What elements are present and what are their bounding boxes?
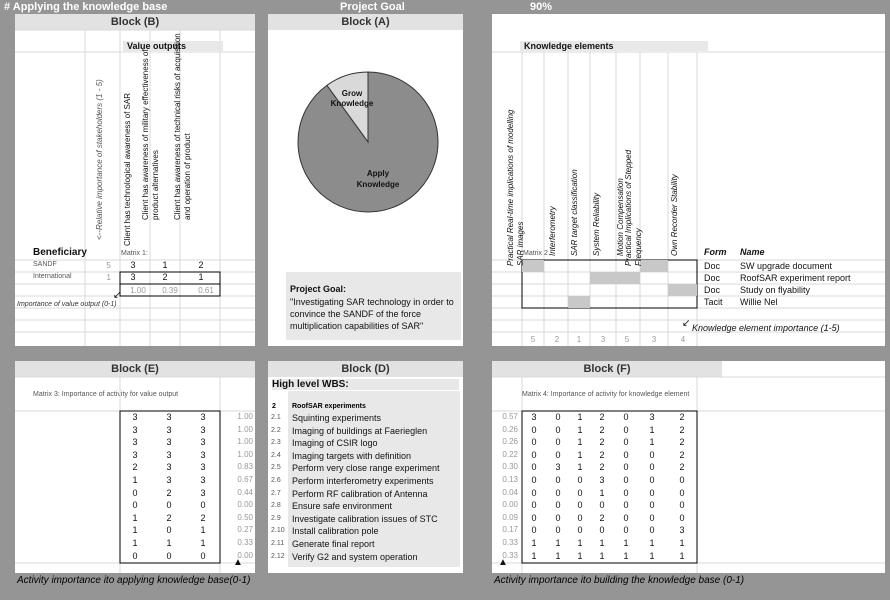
matrix-4-cell: 1	[599, 550, 605, 561]
matrix-4-cell: 1	[577, 437, 583, 448]
value-output-importance: 0.61	[198, 286, 214, 295]
matrix-4-cell: 1	[531, 538, 537, 548]
matrix-4-cell: 0	[679, 512, 685, 523]
matrix-4-cell: 1	[577, 449, 583, 460]
matrix-4-cell: 0	[679, 475, 685, 485]
matrix-4-cell: 0	[649, 487, 655, 498]
matrix-4-cell: 0	[555, 412, 561, 422]
matrix-4-cell: 3	[555, 462, 561, 473]
beneficiary-label: Beneficiary	[33, 247, 87, 258]
matrix-4-cell: 3	[531, 412, 537, 422]
wbs-item-text: Imaging targets with definition	[292, 450, 412, 461]
knowledge-importance: 5	[530, 335, 536, 344]
block-d-title: Block (D)	[268, 361, 463, 377]
wbs-item-text: Ensure safe environment	[292, 501, 393, 512]
wbs-item-text: Imaging of CSIR logo	[292, 438, 378, 449]
matrix-4-cell: 1	[599, 487, 605, 498]
matrix-4-cell: 1	[649, 550, 655, 561]
knowledge-importance: 2	[554, 335, 560, 344]
matrix-4-cell: 0	[577, 525, 583, 536]
knowledge-importance: 3	[651, 335, 657, 344]
knowledge-elements-panel	[492, 14, 885, 346]
knowledge-col-4: System Reliability	[592, 192, 601, 256]
wbs-item-number: 2.4	[271, 451, 281, 459]
activity-build-importance: 0.33	[502, 550, 518, 560]
knowledge-importance: 3	[600, 335, 606, 344]
matrix-4-cell: 0	[531, 475, 537, 485]
wbs-section-no: 2	[272, 403, 276, 410]
matrix-4-cell: 0	[623, 487, 629, 498]
matrix-3-cell: 2	[132, 462, 138, 473]
knowledge-name: RoofSAR experiment report	[740, 273, 851, 283]
beneficiary-sandf: SANDF	[33, 261, 57, 268]
wbs-item-number: 2.8	[271, 502, 281, 510]
activity-build-importance: 0.57	[502, 412, 518, 421]
matrix-4-cell: 0	[649, 449, 655, 460]
matrix-4-cell: 1	[577, 424, 583, 435]
knowledge-name: Study on flyability	[740, 285, 811, 295]
matrix-4-cell: 0	[599, 525, 605, 536]
matrix-4-cell: 0	[531, 500, 537, 511]
matrix-4-cell: 0	[623, 449, 629, 460]
block-a-panel	[268, 14, 463, 346]
wbs-item-number: 2.9	[271, 514, 281, 522]
wbs-item-text: Investigate calibration issues of STC	[292, 513, 438, 524]
matrix-4-cell: 0	[623, 512, 629, 523]
activity-build-importance: 0.04	[502, 487, 518, 497]
matrix-4-cell: 0	[555, 437, 561, 448]
matrix-2-filled-cell	[590, 272, 640, 284]
knowledge-col-7: Own Recorder Stability	[670, 174, 679, 256]
activity-apply-importance: 1.00	[237, 412, 253, 421]
matrix-2-filled-cell	[668, 284, 697, 296]
matrix-4-cell: 1	[649, 538, 655, 548]
matrix-4-cell: 0	[599, 500, 605, 511]
wbs-item-number: 2.11	[271, 540, 285, 547]
matrix-3-cell: 1	[132, 525, 138, 536]
matrix-4-cell: 0	[531, 437, 537, 448]
matrix-1-label: Matrix 1:	[121, 250, 148, 257]
arrow-icon: ↙	[682, 318, 691, 329]
matrix-4-cell: 0	[577, 475, 583, 485]
value-output-importance: 0.39	[162, 286, 178, 295]
value-outputs-label: Value outputs	[123, 41, 223, 51]
matrix-4-cell: 0	[649, 462, 655, 473]
knowledge-form: Doc	[704, 261, 721, 271]
matrix-4-cell: 1	[623, 538, 629, 548]
matrix-2-label: Matrix 2	[523, 250, 548, 257]
matrix-3-cell: 3	[200, 487, 206, 498]
matrix-4-cell: 1	[555, 550, 561, 561]
activity-build-importance: 0.00	[502, 500, 518, 510]
wbs-item-text: Verify G2 and system operation	[292, 551, 418, 562]
stakeholder-axis-label: <--Relative importance of stakeholders (1 - 5)	[95, 79, 104, 240]
matrix-3-cell: 2	[166, 487, 172, 498]
project-goal-header: Project Goal	[340, 1, 405, 13]
matrix-3-label: Matrix 3: Importance of activity for value output	[33, 391, 179, 398]
value-output-col-3: Client has awareness of technical risks of acquisition and operation of product	[173, 33, 192, 220]
matrix-4-cell: 0	[623, 525, 629, 536]
matrix-3-cell: 0	[200, 500, 206, 511]
wbs-item-number: 2.3	[271, 439, 281, 447]
matrix-4-cell: 0	[649, 525, 655, 536]
block-a-title: Block (A)	[268, 14, 463, 30]
arrow-icon: ▲	[498, 557, 508, 568]
matrix-2-filled-cell	[568, 296, 590, 308]
matrix-4-cell: 0	[531, 525, 537, 536]
name-header: Name	[740, 247, 765, 257]
matrix-4-cell: 3	[679, 525, 685, 536]
knowledge-importance: 5	[624, 335, 630, 344]
matrix-3-cell: 3	[132, 437, 138, 448]
matrix-4-cell: 2	[599, 424, 605, 435]
matrix-3-cell: 3	[200, 437, 206, 448]
matrix-4-cell: 3	[649, 412, 655, 422]
wbs-item-number: 2.5	[271, 464, 281, 472]
matrix-4-cell: 1	[577, 538, 583, 548]
matrix-4-cell: 2	[679, 462, 685, 473]
wbs-item-number: 2.6	[271, 477, 281, 484]
activity-build-importance: 0.33	[502, 538, 518, 547]
matrix-4-cell: 0	[649, 475, 655, 485]
knowledge-name: Willie Nel	[740, 297, 778, 307]
matrix-3-cell: 3	[166, 437, 172, 448]
matrix-4-cell: 0	[531, 512, 537, 523]
activity-build-importance: 0.13	[502, 475, 518, 484]
wbs-item-text: Perform RF calibration of Antenna	[292, 488, 428, 499]
matrix-3-cell: 0	[200, 550, 206, 561]
beneficiary-sandf-weight: 5	[106, 261, 111, 270]
matrix-1-cell: 3	[130, 272, 136, 282]
matrix-4-cell: 2	[679, 424, 685, 435]
matrix-3-cell: 0	[166, 500, 172, 511]
block-d-panel	[268, 361, 463, 573]
matrix-4-label: Matrix 4: Importance of activity for knowledge element	[522, 391, 690, 398]
goal-pie-chart	[268, 14, 463, 264]
matrix-4-cell: 1	[623, 550, 629, 561]
knowledge-name: SW upgrade document	[740, 261, 833, 271]
matrix-3-cell: 3	[200, 462, 206, 473]
matrix-3-cell: 3	[200, 449, 206, 460]
activity-apply-importance: 0.83	[237, 462, 253, 472]
beneficiary-international: International	[33, 273, 72, 280]
activity-apply-importance: 0.50	[237, 512, 253, 522]
matrix-4-cell: 1	[599, 538, 605, 548]
sheet-title: # Applying the knowledge base	[4, 1, 168, 13]
value-output-col-2: Client has awareness of military effectiveness of product alternatives	[141, 49, 160, 220]
matrix-3-cell: 0	[132, 550, 138, 561]
matrix-4-cell: 2	[599, 512, 605, 523]
value-output-importance: 1.00	[130, 286, 146, 295]
activity-importance-build-label: Activity importance ito building the knowledge base (0-1)	[494, 575, 745, 586]
matrix-3-cell: 0	[166, 550, 172, 561]
goal-text: "Investigating SAR technology in order to convince the SANDF of the force multiplication capabilities of SAR"	[290, 297, 454, 331]
activity-apply-importance: 0.33	[237, 538, 253, 547]
activity-apply-importance: 1.00	[237, 437, 253, 447]
matrix-3-cell: 3	[132, 412, 138, 422]
matrix-4-cell: 3	[599, 475, 605, 485]
knowledge-col-5: Motion Compensation	[616, 178, 625, 256]
matrix-4-cell: 0	[531, 449, 537, 460]
value-output-col-1: Client has technological awareness of SAR	[123, 93, 132, 246]
matrix-4-cell: 1	[577, 412, 583, 422]
activity-apply-importance: 1.00	[237, 424, 253, 434]
activity-build-importance: 0.22	[502, 449, 518, 459]
wbs-item-number: 2.2	[271, 426, 281, 434]
matrix-3-cell: 3	[132, 424, 138, 435]
matrix-4-cell: 0	[531, 462, 537, 473]
form-header: Form	[704, 247, 727, 257]
activity-apply-importance: 0.44	[237, 487, 253, 497]
matrix-4-cell: 1	[649, 424, 655, 435]
knowledge-importance-label: Knowledge element importance (1-5)	[692, 323, 840, 333]
matrix-4-cell: 2	[679, 412, 685, 422]
matrix-3-cell: 0	[132, 500, 138, 511]
matrix-3-cell: 3	[166, 475, 172, 485]
knowledge-form: Doc	[704, 285, 721, 295]
value-output-importance-label: Importance of value output (0-1)	[17, 301, 117, 308]
block-b-panel	[15, 14, 255, 346]
goal-box	[286, 272, 461, 340]
pie-label-grow: Grow Knowledge	[330, 89, 374, 108]
matrix-4-cell: 1	[531, 550, 537, 561]
matrix-3-cell: 3	[166, 449, 172, 460]
matrix-4-cell: 1	[577, 550, 583, 561]
matrix-4-cell: 1	[555, 538, 561, 548]
knowledge-form: Tacit	[704, 297, 723, 307]
wbs-item-text: Squinting experiments	[292, 413, 382, 423]
matrix-3-cell: 3	[200, 475, 206, 485]
wbs-item-number: 2.1	[271, 414, 281, 421]
activity-apply-importance: 0.27	[237, 525, 253, 535]
matrix-3-cell: 1	[132, 512, 138, 523]
arrow-icon: ↙	[113, 290, 122, 301]
activity-build-importance: 0.30	[502, 462, 518, 472]
activity-apply-importance: 1.00	[237, 449, 253, 459]
activity-importance-apply-label: Activity importance ito applying knowledge base(0-1)	[17, 575, 251, 586]
matrix-4-cell: 0	[577, 487, 583, 498]
wbs-section-name: RoofSAR experiments	[292, 403, 366, 410]
wbs-item-text: Imaging of buildings at Faerieglen	[292, 425, 428, 436]
wbs-item-number: 2.10	[271, 527, 285, 535]
matrix-1-cell: 1	[162, 260, 168, 270]
matrix-3-cell: 3	[200, 412, 206, 422]
knowledge-grid	[492, 14, 885, 346]
matrix-1-cell: 2	[198, 260, 204, 270]
knowledge-col-1: Practical Real-time implications of modelling SAR images	[506, 109, 525, 266]
block-e-title: Block (E)	[15, 361, 255, 377]
matrix-4-cell: 0	[623, 424, 629, 435]
matrix-3-cell: 1	[200, 525, 206, 536]
matrix-4-cell: 0	[679, 500, 685, 511]
activity-build-importance: 0.26	[502, 424, 518, 434]
matrix-1-cell: 1	[198, 272, 204, 282]
matrix-4-cell: 2	[679, 437, 685, 448]
block-b-grid	[15, 14, 255, 346]
block-f-title: Block (F)	[492, 361, 722, 377]
wbs-item-text: Generate final report	[292, 539, 375, 549]
matrix-4-cell: 0	[555, 500, 561, 511]
matrix-3-cell: 2	[200, 512, 206, 523]
wbs-item-text: Perform interferometry experiments	[292, 476, 434, 486]
matrix-3-cell: 3	[200, 424, 206, 435]
beneficiary-international-weight: 1	[106, 273, 111, 282]
matrix-4-cell: 0	[555, 525, 561, 536]
activity-build-importance: 0.17	[502, 525, 518, 535]
matrix-3-cell: 3	[132, 449, 138, 460]
wbs-item-text: Install calibration pole	[292, 526, 379, 537]
block-e-panel	[15, 361, 255, 573]
matrix-4-cell: 1	[649, 437, 655, 448]
matrix-4-cell: 2	[679, 449, 685, 460]
matrix-4-cell: 0	[555, 512, 561, 523]
matrix-4-cell: 2	[599, 412, 605, 422]
matrix-4-cell: 0	[679, 487, 685, 498]
matrix-3-cell: 0	[166, 525, 172, 536]
matrix-1-cell: 3	[130, 260, 136, 270]
matrix-3-cell: 1	[200, 538, 206, 548]
wbs-item-number: 2.12	[271, 552, 285, 560]
matrix-4-cell: 0	[555, 487, 561, 498]
matrix-3-cell: 3	[166, 424, 172, 435]
activity-apply-importance: 0.00	[237, 550, 253, 560]
matrix-3-cell: 1	[166, 538, 172, 548]
knowledge-form: Doc	[704, 273, 721, 283]
arrow-icon: ▲	[233, 557, 243, 568]
matrix-1-cell: 2	[162, 272, 168, 282]
wbs-label: High level WBS:	[272, 379, 459, 390]
matrix-3-cell: 3	[166, 462, 172, 473]
percentage-header: 90%	[530, 1, 553, 13]
pie-label-apply: Apply Knowledge	[356, 169, 400, 189]
matrix-4-cell: 0	[531, 424, 537, 435]
matrix-3-cell: 1	[132, 538, 138, 548]
matrix-4-cell: 2	[599, 449, 605, 460]
matrix-3-cell: 1	[132, 475, 138, 485]
matrix-4-cell: 2	[599, 437, 605, 448]
block-f-panel	[492, 361, 885, 573]
activity-build-importance: 0.26	[502, 437, 518, 447]
knowledge-col-2: Interferometry	[548, 206, 557, 256]
matrix-4-cell: 0	[577, 512, 583, 523]
matrix-4-cell: 0	[623, 475, 629, 485]
wbs-item-number: 2.7	[271, 489, 281, 497]
matrix-4-cell: 1	[679, 550, 685, 561]
matrix-4-cell: 0	[623, 412, 629, 422]
matrix-4-cell: 0	[577, 500, 583, 511]
knowledge-col-6: Practical Implications of Stepped Frequency	[624, 149, 643, 266]
matrix-4-cell: 0	[555, 475, 561, 485]
matrix-4-cell: 2	[599, 462, 605, 473]
block-b-title: Block (B)	[15, 14, 255, 30]
knowledge-col-3: SAR target classification	[570, 169, 579, 256]
wbs-item-text: Perform very close range experiment	[292, 463, 440, 474]
matrix-4-cell: 0	[623, 500, 629, 511]
matrix-4-cell: 1	[679, 538, 685, 548]
goal-label: Project Goal:	[290, 284, 347, 294]
matrix-4-cell: 0	[531, 487, 537, 498]
knowledge-importance: 1	[576, 335, 582, 344]
activity-apply-importance: 0.00	[237, 500, 253, 510]
matrix-4-cell: 0	[649, 512, 655, 523]
matrix-4-cell: 0	[555, 449, 561, 460]
knowledge-elements-title: Knowledge elements	[520, 41, 708, 51]
matrix-3-cell: 2	[166, 512, 172, 523]
activity-build-importance: 0.09	[502, 512, 518, 522]
matrix-3-cell: 0	[132, 487, 138, 498]
matrix-2-filled-cell	[640, 260, 668, 272]
knowledge-importance: 4	[680, 335, 686, 344]
matrix-4-cell: 0	[649, 500, 655, 511]
matrix-4-cell: 0	[555, 424, 561, 435]
matrix-3-cell: 3	[166, 412, 172, 422]
matrix-4-cell: 0	[623, 437, 629, 448]
matrix-4-cell: 0	[623, 462, 629, 473]
matrix-4-cell: 1	[577, 462, 583, 473]
activity-apply-importance: 0.67	[237, 475, 253, 484]
